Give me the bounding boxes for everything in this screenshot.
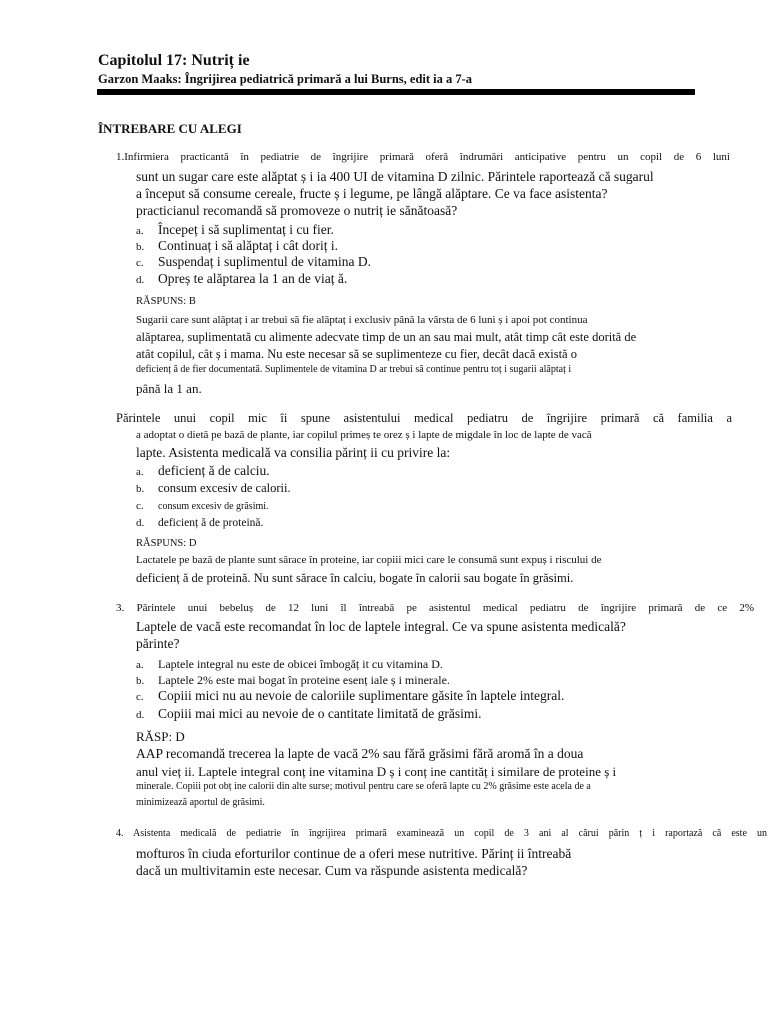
question-4-stem-line: dacă un multivitamin este necesar. Cum va răspunde asistenta medicală?: [136, 863, 528, 878]
question-3-stem-line: Laptele de vacă este recomandat în loc de laptele integral. Ce va spune asistenta medicală?: [136, 619, 626, 634]
option-d[interactable]: [136, 705, 482, 723]
option-text: deficienț ă de proteină.: [158, 517, 264, 529]
option-letter: a.: [136, 659, 144, 671]
option-text: Suspendaț i suplimentul de vitamina D.: [158, 254, 371, 269]
option-letter: b.: [136, 241, 145, 253]
rationale-line: Sugarii care sunt alăptaț i ar trebui să fie alăptaț i exclusiv până la vârsta de 6 luni ș i apoi pot continua: [136, 314, 588, 326]
answer-label: RĂSP: D: [136, 729, 185, 744]
option-text: Opreș te alăptarea la 1 an de viaț ă.: [158, 271, 348, 286]
option-text: Continuaț i să alăptaț i cât doriț i.: [158, 238, 338, 253]
option-letter: a.: [136, 225, 144, 237]
rationale-line: alăptarea, suplimentată cu alimente adecvate timp de un an sau mai mult, atât timp cât este dorită de: [136, 330, 637, 344]
option-d[interactable]: [136, 513, 263, 531]
rationale-line: anul vieț ii. Laptele integral conț ine vitamina D ș i conț ine cantităț i similare de proteine ș i: [136, 764, 617, 779]
rationale-line: AAP recomandă trecerea la lapte de vacă 2% sau fără grăsimi fără aromă în a doua: [136, 746, 584, 761]
question-1-stem-line: 1.Infirmiera practicantă în pediatrie de îngrijire primară oferă îndrumări anticipative pentru un copil de 6 luni: [116, 151, 730, 163]
chapter-title: Capitolul 17: Nutriț ie: [98, 52, 250, 69]
question-3-stem-line: părinte?: [136, 636, 180, 651]
option-letter: d.: [136, 709, 145, 721]
option-letter: c.: [136, 500, 144, 512]
option-letter: c.: [136, 257, 144, 269]
option-letter: b.: [136, 675, 145, 687]
option-c[interactable]: [136, 496, 269, 514]
question-2-stem-line: a adoptat o dietă pe bază de plante, iar copilul primeș te orez ș i lapte de migdale în loc de lapte de vacă: [136, 429, 592, 441]
question-3-stem-line: 3. Părintele unui bebeluș de 12 luni îl întreabă pe asistentul medical pediatru de îngrijire primară de ce 2%: [116, 602, 754, 614]
rationale-line: atât copilul, cât ș i mama. Nu este necesar să se suplimenteze cu fier, decât dacă există o: [136, 347, 577, 361]
question-4-stem-line: 4. Asistenta medicală de pediatrie în îngrijirea primară examinează un copil de 3 ani al cărui părin ț i raportază că este un: [116, 828, 767, 839]
option-letter: b.: [136, 483, 145, 495]
answer-label: RĂSPUNS: D: [136, 538, 197, 549]
option-text: Copiii mai mici au nevoie de o cantitate limitată de grăsimi.: [158, 706, 482, 721]
section-title: ÎNTREBARE CU ALEGI: [98, 121, 242, 136]
question-1-stem-line: practicianul recomandă să promoveze o nutriț ie sănătoasă?: [136, 203, 458, 218]
book-subtitle: Garzon Maaks: Îngrijirea pediatrică primară a lui Burns, edit ia a 7-a: [98, 72, 473, 86]
rationale-line: până la 1 an.: [136, 381, 202, 396]
option-b[interactable]: [136, 479, 291, 497]
option-c[interactable]: [136, 253, 371, 271]
question-2-stem-line: Părintele unui copil mic îi spune asistentului medical pediatru de îngrijire primară că familia a: [116, 411, 732, 425]
question-4-stem-line: mofturos în ciuda eforturilor continue de a oferi mese nutritive. Părinț ii întreabă: [136, 846, 572, 861]
option-text: deficienț ă de calciu.: [158, 463, 270, 478]
option-text: Copiii mici nu au nevoie de caloriile suplimentare găsite în laptele integral.: [158, 688, 565, 703]
option-a[interactable]: [136, 462, 270, 480]
option-letter: d.: [136, 517, 145, 529]
option-text: consum excesiv de calorii.: [158, 481, 291, 495]
option-letter: a.: [136, 466, 144, 478]
rationale-line: deficienț ă de proteină. Nu sunt sărace în calciu, bogate în calorii sau bogate în grăsimi.: [136, 571, 574, 585]
option-d[interactable]: [136, 270, 347, 288]
option-text: Laptele integral nu este de obicei îmbogăț it cu vitamina D.: [158, 657, 443, 671]
option-c[interactable]: [136, 687, 564, 705]
option-letter: c.: [136, 691, 144, 703]
rationale-line: Lactatele pe bază de plante sunt sărace în proteine, iar copiii mici care le consumă sunt expuș i riscului de: [136, 554, 602, 566]
rationale-line: minimizează aportul de grăsimi.: [136, 797, 265, 808]
question-1-stem-line: sunt un sugar care este alăptat ș i ia 400 UI de vitamina D zilnic. Părintele raportează că sugarul: [136, 169, 654, 184]
option-text: Laptele 2% este mai bogat în proteine esenț iale ș i minerale.: [158, 673, 450, 687]
option-text: Începeț i să suplimentaț i cu fier.: [158, 222, 334, 237]
option-text: consum excesiv de grăsimi.: [158, 501, 269, 512]
question-1-stem-line: a început să consume cereale, fructe ș i legume, pe lângă alăptare. Ce va face asistenta?: [136, 186, 608, 201]
answer-label: RĂSPUNS: B: [136, 296, 196, 307]
question-2-stem-line: lapte. Asistenta medicală va consilia părinț ii cu privire la:: [136, 445, 451, 460]
option-letter: d.: [136, 274, 145, 286]
header-rule: [97, 89, 695, 95]
rationale-line: deficienț ă de fier documentată. Suplimentele de vitamina D ar trebui să continue pentru toț i sugarii alăptaț i: [136, 364, 572, 375]
rationale-line: minerale. Copiii pot obț ine calorii din alte surse; motivul pentru care se oferă lapte cu 2% grăsime este acela de a: [136, 781, 591, 792]
